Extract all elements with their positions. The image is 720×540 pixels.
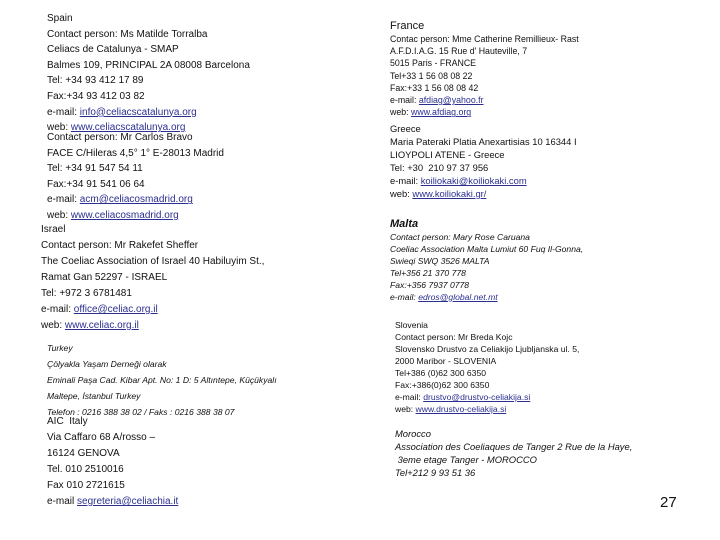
contact-line xyxy=(41,270,264,286)
contact-line xyxy=(390,122,577,135)
line-text: Telefon : 0216 388 38 02 / Faks : 0216 388 38 07 xyxy=(47,407,235,417)
contact-line xyxy=(395,379,579,391)
line-text: 3eme etage Tanger - MOROCCO xyxy=(395,454,537,465)
contact-line xyxy=(395,391,579,403)
line-text: AIC Italy xyxy=(47,416,88,427)
line-text: Contac person: Mme Catherine Remillieux- Rast xyxy=(390,34,579,44)
contact-line xyxy=(47,356,277,372)
line-text: The Coeliac Association of Israel 40 Habiluyim St., xyxy=(41,256,265,267)
line-text: Fax:+356 7937 0778 xyxy=(390,280,470,290)
line-text: Contact person: Mary Rose Caruana xyxy=(390,232,530,242)
contact-block-turkey xyxy=(47,340,277,420)
line-text: Ramat Gan 52297 - ISRAEL xyxy=(41,272,168,283)
line-text: Tel: +972 3 6781481 xyxy=(41,288,132,299)
contact-link[interactable]: www.drustvo-celiakija.si xyxy=(415,404,507,414)
line-text: Morocco xyxy=(395,428,431,439)
line-text: Contact person: Ms Matilde Torralba xyxy=(47,28,208,40)
line-text: Tel+212 9 93 51 36 xyxy=(395,467,476,478)
line-text: Contact person: Mr Rakefet Sheffer xyxy=(41,240,199,251)
contact-block-spain-madrid xyxy=(47,130,224,224)
contact-line xyxy=(47,446,178,462)
line-text: e-mail xyxy=(47,496,78,507)
line-text: Fax:+386(0)62 300 6350 xyxy=(395,380,490,390)
contact-line xyxy=(47,161,224,177)
line-text: FACE C/Hileras 4,5° 1° E-28013 Madrid xyxy=(47,147,224,159)
contact-line xyxy=(47,130,224,146)
line-text: e-mail: xyxy=(395,392,424,402)
line-text: Maria Pateraki Platia Anexartisias 10 16344 I xyxy=(390,136,577,147)
contact-line xyxy=(390,135,577,148)
contact-link[interactable]: www.koiliokaki.gr/ xyxy=(412,188,487,199)
contact-line xyxy=(390,187,577,200)
line-text: Maltepe, İstanbul Turkey xyxy=(47,391,141,401)
line-text: Balmes 109, PRINCIPAL 2A 08008 Barcelona xyxy=(47,59,250,71)
line-text: Israel xyxy=(41,224,66,235)
contact-line xyxy=(390,82,579,94)
contact-line xyxy=(390,243,583,255)
contact-line xyxy=(47,89,250,105)
line-text: Fax:+34 93 412 03 82 xyxy=(47,90,145,102)
contact-block-france xyxy=(390,33,579,118)
line-text: Contact person: Mr Breda Kojc xyxy=(395,332,513,342)
line-text: web: xyxy=(395,404,416,414)
contact-line xyxy=(395,367,579,379)
contact-line xyxy=(395,319,579,331)
page-number: 27 xyxy=(660,494,677,511)
line-text: Tel: +34 93 412 17 89 xyxy=(47,75,144,87)
line-text: Turkey xyxy=(47,343,73,353)
contact-line xyxy=(390,106,579,118)
line-text: Fax:+33 1 56 08 08 42 xyxy=(390,82,479,93)
contact-line xyxy=(390,45,579,57)
line-text: A.F.D.I.A.G. 15 Rue d' Hauteville, 7 xyxy=(390,46,528,57)
contact-line xyxy=(41,318,264,334)
contact-line xyxy=(41,302,264,318)
line-text: 2000 Maribor - SLOVENIA xyxy=(395,356,497,366)
heading-france: France xyxy=(390,20,425,32)
contact-line xyxy=(47,11,250,27)
contact-link[interactable]: drustvo@drustvo-celiakija.si xyxy=(423,392,531,402)
line-text: Tel+33 1 56 08 08 22 xyxy=(390,70,473,81)
contact-line xyxy=(47,478,178,494)
contact-block-spain xyxy=(47,11,250,136)
contact-line xyxy=(390,255,583,267)
contact-link[interactable]: acm@celiacosmadrid.org xyxy=(79,194,193,206)
contact-line xyxy=(390,94,579,106)
contact-link[interactable]: koiliokaki@koiliokaki.com xyxy=(420,175,527,186)
contact-link[interactable]: www.celiacscatalunya.org xyxy=(70,122,186,134)
line-text: Swieqi SWQ 3526 MALTA xyxy=(390,256,490,266)
contact-link[interactable]: segreteria@celiachia.it xyxy=(77,496,179,507)
contact-block-slovenia xyxy=(395,319,579,415)
contact-line xyxy=(390,279,583,291)
line-text: web: xyxy=(390,107,412,118)
line-text: Contact person: Mr Carlos Bravo xyxy=(47,132,193,143)
contact-link[interactable]: www.celiac.org.il xyxy=(64,320,139,331)
line-text: Coeliac Association Malta Lumiut 60 Fuq Il-Gonna, xyxy=(390,244,584,254)
line-text: e-mail: xyxy=(390,175,421,186)
line-text: e-mail: xyxy=(47,106,80,118)
contact-line xyxy=(395,466,632,479)
line-text: web: xyxy=(41,320,65,331)
line-text: Fax 010 2721615 xyxy=(47,480,125,491)
contact-link[interactable]: edros@global.net.mt xyxy=(418,292,498,302)
line-text: Spain xyxy=(47,13,73,24)
contact-line xyxy=(390,33,579,45)
contact-line xyxy=(390,70,579,82)
line-text: e-mail: xyxy=(47,194,80,206)
contact-line xyxy=(47,73,250,89)
contact-line xyxy=(47,192,224,208)
contact-block-malta xyxy=(390,218,583,303)
line-text: Fax:+34 91 541 06 64 xyxy=(47,178,145,190)
line-text: 5015 Paris - FRANCE xyxy=(390,58,477,69)
contact-line xyxy=(47,27,250,43)
contact-line xyxy=(47,414,178,430)
contact-line xyxy=(395,440,632,453)
contact-line xyxy=(47,42,250,58)
contact-line xyxy=(47,494,178,510)
contact-line xyxy=(390,267,583,279)
line-text: web: xyxy=(390,188,413,199)
line-text: Tel. 010 2510016 xyxy=(47,464,124,475)
contact-line xyxy=(47,177,224,193)
line-text: e-mail: xyxy=(390,95,419,106)
contact-line xyxy=(47,430,178,446)
line-text: Eminali Paşa Cad. Kibar Apt. No: 1 D: 5 Altıntepe, Küçükyalı xyxy=(47,375,277,385)
line-text: Tel: +30 210 97 37 956 xyxy=(390,162,489,173)
contact-line xyxy=(395,343,579,355)
line-text: Slovensko Drustvo za Celiakijo Ljubljanska ul. 5, xyxy=(395,344,580,354)
line-text: Tel+356 21 370 778 xyxy=(390,268,466,278)
contact-line xyxy=(47,146,224,162)
contact-line xyxy=(47,388,277,404)
contact-line xyxy=(47,462,178,478)
contact-line xyxy=(390,161,577,174)
contact-line xyxy=(41,238,264,254)
line-text: Association des Coeliaques de Tanger 2 Rue de la Haye, xyxy=(395,441,633,452)
line-text: web: xyxy=(47,122,71,134)
contact-line xyxy=(395,427,632,440)
contact-line xyxy=(47,340,277,356)
contact-line xyxy=(47,372,277,388)
line-text: Tel+386 (0)62 300 6350 xyxy=(395,368,487,378)
line-text: web: xyxy=(47,209,71,221)
contact-line xyxy=(390,291,583,303)
line-text: 16124 GENOVA xyxy=(47,448,120,459)
contact-line xyxy=(41,254,264,270)
line-text: Tel: +34 91 547 54 11 xyxy=(47,163,143,175)
line-text: Çölyakla Yaşam Derneği olarak xyxy=(47,359,167,369)
line-text: Celiacs de Catalunya - SMAP xyxy=(47,44,179,56)
contact-block-israel xyxy=(41,222,264,334)
contact-line xyxy=(47,58,250,74)
line-text: Greece xyxy=(390,123,421,134)
line-text: e-mail: xyxy=(41,304,74,315)
line-text: Malta xyxy=(390,218,419,230)
contact-line xyxy=(390,174,577,187)
contact-line xyxy=(390,231,583,243)
contact-line xyxy=(390,148,577,161)
contact-line xyxy=(390,57,579,69)
line-text: LIOYPOLI ATENE - Greece xyxy=(390,149,505,160)
contact-link[interactable]: info@celiacscatalunya.org xyxy=(79,106,197,118)
contact-block-greece xyxy=(390,122,577,200)
line-text: Slovenia xyxy=(395,320,428,330)
contact-line xyxy=(395,453,632,466)
contact-link[interactable]: office@celiac.org.il xyxy=(73,304,158,315)
contact-line xyxy=(41,286,264,302)
contact-link[interactable]: afdiag@yahoo.fr xyxy=(418,95,484,106)
contact-link[interactable]: www.celiacosmadrid.org xyxy=(70,209,179,221)
contact-line xyxy=(395,355,579,367)
contact-block-morocco xyxy=(395,427,632,479)
contact-line xyxy=(47,105,250,121)
contact-line xyxy=(41,222,264,238)
contact-block-italy xyxy=(47,414,178,510)
contact-line xyxy=(395,403,579,415)
contact-line xyxy=(395,331,579,343)
line-text: Via Caffaro 68 A/rosso – xyxy=(47,432,156,443)
contact-line xyxy=(390,218,583,231)
line-text: e-mail: xyxy=(390,292,419,302)
contact-link[interactable]: www.afdiag.org xyxy=(411,107,472,118)
